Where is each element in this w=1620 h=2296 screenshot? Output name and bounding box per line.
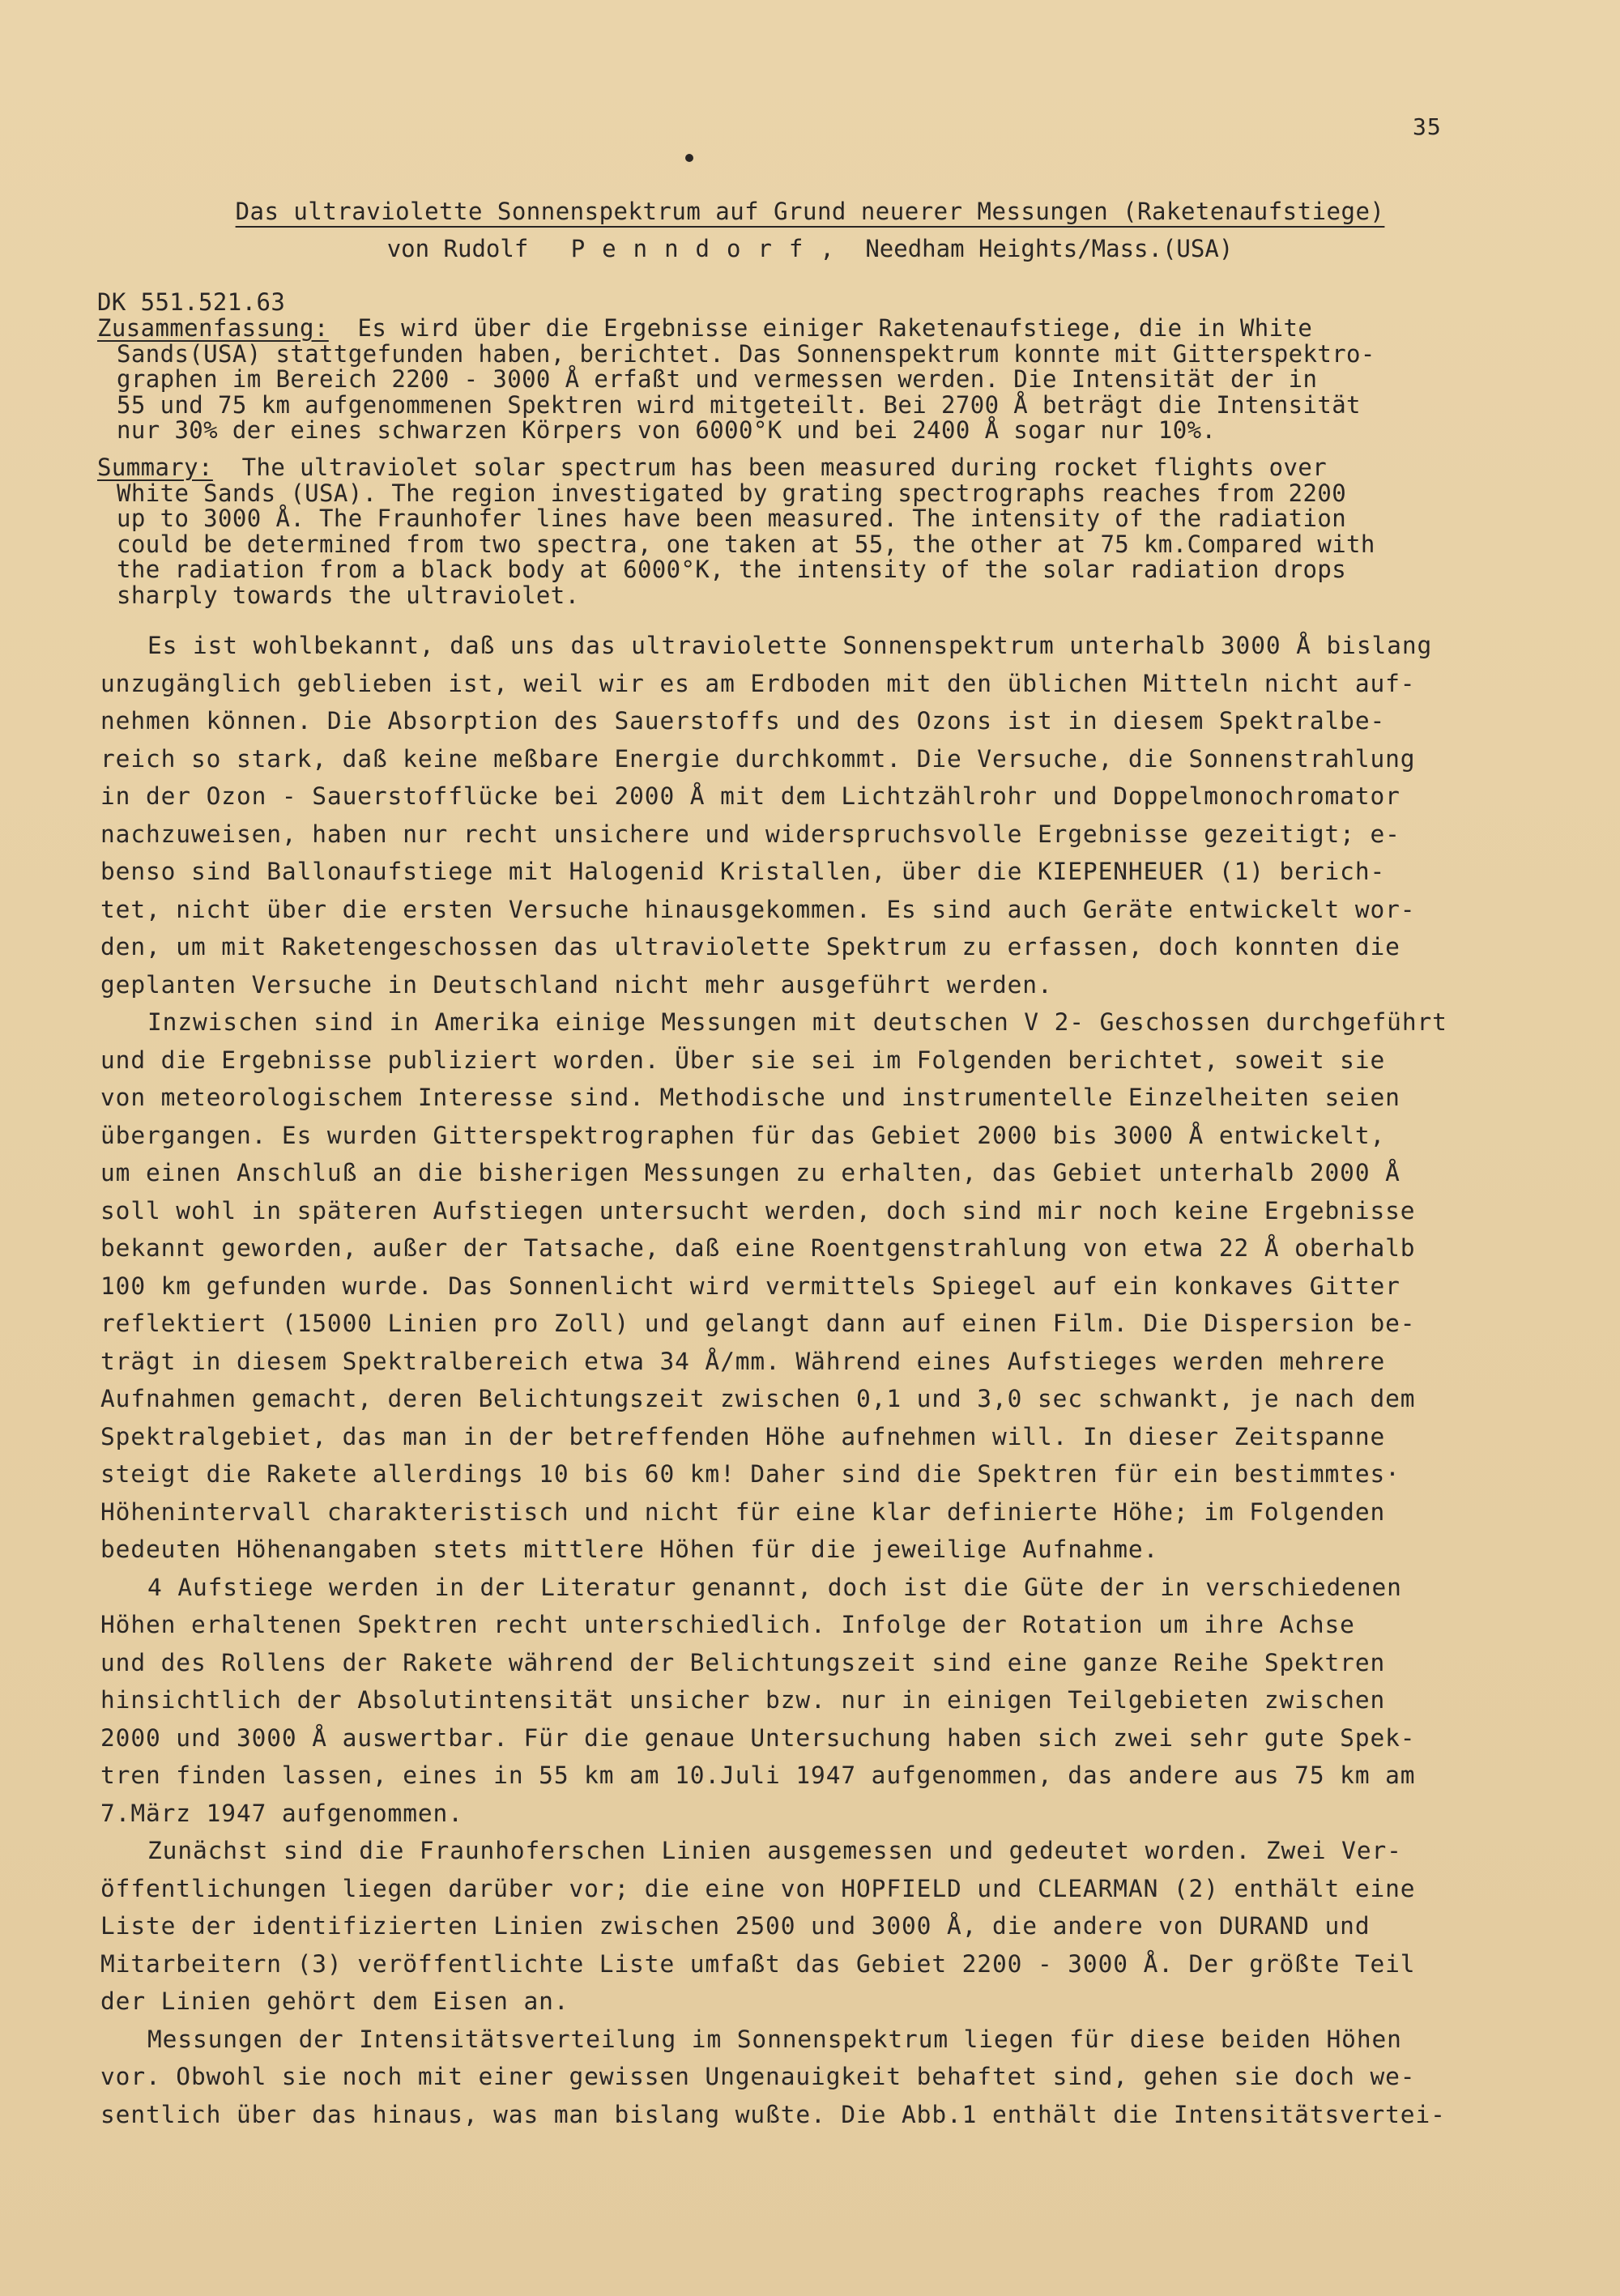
body-paragraph (100, 1569, 1477, 1833)
english-summary-line: sharply towards the ultraviolet. (117, 581, 580, 609)
author-name: Penndorf, (570, 235, 851, 262)
article-body (100, 627, 1477, 2133)
english-summary-line: up to 3000 Å. The Fraunhofer lines have been measured. The intensity of the radiation (117, 505, 1347, 532)
german-abstract (97, 316, 1474, 444)
body-line: reflektiert (15000 Linien pro Zoll) und gelangt dann auf einen Film. Die Dispersion be- (100, 1310, 1416, 1337)
byline-prefix: von Rudolf (386, 235, 529, 262)
body-line: 4 Aufstiege werden in der Literatur genannt, doch ist die Güte der in verschiedenen (147, 1573, 1402, 1601)
english-summary-line: could be determined from two spectra, one taken at 55, the other at 75 km.Compared with (117, 530, 1375, 558)
german-abstract-line: Es wird über die Ergebnisse einiger Raketenaufstiege, die in White (357, 314, 1313, 342)
body-line: benso sind Ballonaufstiege mit Halogenid Kristallen, über die KIEPENHEUER (1) berich- (100, 858, 1386, 885)
body-line: bekannt geworden, außer der Tatsache, daß eine Roentgenstrahlung von etwa 22 Å oberhalb (100, 1234, 1416, 1262)
classification-code: DK 551.521.63 (97, 288, 286, 316)
body-line: übergangen. Es wurden Gitterspektrographen für das Gebiet 2000 bis 3000 Å entwickelt, (100, 1121, 1386, 1149)
body-paragraph (100, 1003, 1477, 1569)
body-line: bedeuten Höhenangaben stets mittlere Höhen für die jeweilige Aufnahme. (100, 1536, 1159, 1563)
body-line: geplanten Versuche in Deutschland nicht mehr ausgeführt werden. (100, 970, 1053, 999)
body-line: und die Ergebnisse publiziert worden. Über sie sei im Folgenden berichtet, soweit sie (100, 1046, 1386, 1074)
body-line: 100 km gefunden wurde. Das Sonnenlicht wird vermittels Spiegel auf ein konkaves Gitter (100, 1272, 1400, 1300)
german-abstract-line: Sands(USA) stattgefunden haben, berichtet. Das Sonnenspektrum konnte mit Gitterspektro- (117, 339, 1375, 368)
body-line: um einen Anschluß an die bisherigen Messungen zu erhalten, das Gebiet unterhalb 2000 Å (100, 1159, 1400, 1186)
german-abstract-line: 55 und 75 km aufgenommenen Spektren wird mitgeteilt. Bei 2700 Å beträgt die Intensität (117, 390, 1361, 419)
body-line: sentlich über das hinaus, was man bislang wußte. Die Abb.1 enthält die Intensitätsvertei- (100, 2100, 1446, 2128)
body-line: Höhenintervall charakteristisch und nicht für eine klar definierte Höhe; im Folgenden (100, 1497, 1386, 1526)
article-title (0, 198, 1620, 225)
body-line: Inzwischen sind in Amerika einige Messungen mit deutschen V 2- Geschossen durchgeführt (147, 1008, 1447, 1036)
english-summary-label: Summary: (97, 454, 213, 481)
german-abstract-line: nur 30% der eines schwarzen Körpers von 6000°K und bei 2400 Å sogar nur 10%. (117, 416, 1217, 444)
body-line: unzugänglich geblieben ist, weil wir es am Erdboden mit den üblichen Mitteln nicht auf- (100, 669, 1416, 697)
author-affiliation: Needham Heights/Mass.(USA) (865, 235, 1234, 262)
body-line: Höhen erhaltenen Spektren recht unterschiedlich. Infolge der Rotation um ihre Achse (100, 1611, 1355, 1638)
body-line: trägt in diesem Spektralbereich etwa 34 Å/mm. Während eines Aufstieges werden mehrere (100, 1347, 1386, 1375)
body-paragraph (100, 627, 1477, 1003)
body-line: Liste der identifizierten Linien zwischen 2500 und 3000 Å, die andere von DURAND und (100, 1912, 1371, 1940)
body-line: tren finden lassen, eines in 55 km am 10.Juli 1947 aufgenommen, das andere aus 75 km am (100, 1761, 1416, 1789)
body-line: Zunächst sind die Fraunhoferschen Linien ausgemessen und gedeutet worden. Zwei Ver- (147, 1837, 1402, 1864)
body-line: Aufnahmen gemacht, deren Belichtungszeit zwischen 0,1 und 3,0 sec schwankt, je nach dem (100, 1385, 1416, 1412)
body-line: 7.März 1947 aufgenommen. (100, 1799, 463, 1827)
body-line: 2000 und 3000 Å auswertbar. Für die genaue Untersuchung haben sich zwei sehr gute Spek- (100, 1723, 1416, 1752)
body-line: Mitarbeitern (3) veröffentlichte Liste umfaßt das Gebiet 2200 - 3000 Å. Der größte Teil (100, 1949, 1416, 1978)
body-line: von meteorologischem Interesse sind. Methodische und instrumentelle Einzelheiten seien (100, 1084, 1400, 1111)
english-summary-line: White Sands (USA). The region investigated by grating spectrographs reaches from 2200 (117, 479, 1347, 507)
body-line: öffentlichungen liegen darüber vor; die eine von HOPFIELD und CLEARMAN (2) enthält eine (100, 1874, 1416, 1902)
body-line: nachzuweisen, haben nur recht unsichere und widerspruchsvolle Ergebnisse gezeitigt; e- (100, 820, 1400, 848)
article-title-text: Das ultraviolette Sonnenspektrum auf Grund neuerer Messungen (Raketenaufstiege) (235, 198, 1385, 225)
body-line: und des Rollens der Rakete während der Belichtungszeit sind eine ganze Reihe Spektren (100, 1648, 1386, 1676)
body-line: in der Ozon - Sauerstofflücke bei 2000 Å mit dem Lichtzählrohr und Doppelmonochromator (100, 782, 1400, 810)
body-line: Spektralgebiet, das man in der betreffenden Höhe aufnehmen will. In dieser Zeitspanne (100, 1422, 1386, 1450)
body-line: Es ist wohlbekannt, daß uns das ultraviolette Sonnenspektrum unterhalb 3000 Å bislang (147, 632, 1433, 659)
ink-dot (685, 154, 693, 162)
body-line: Messungen der Intensitätsverteilung im Sonnenspektrum liegen für diese beiden Höhen (147, 2025, 1402, 2053)
body-line: vor. Obwohl sie noch mit einer gewissen Ungenauigkeit behaftet sind, gehen sie doch we- (100, 2063, 1416, 2090)
english-summary-line: the radiation from a black body at 6000°K, the intensity of the solar radiation drops (117, 556, 1347, 583)
body-paragraph (100, 1832, 1477, 2021)
body-line: soll wohl in späteren Aufstiegen untersucht werden, doch sind mir noch keine Ergebnisse (100, 1196, 1416, 1225)
body-paragraph (100, 2021, 1477, 2134)
body-line: tet, nicht über die ersten Versuche hinausgekommen. Es sind auch Geräte entwickelt wor- (100, 895, 1416, 923)
body-line: den, um mit Raketengeschossen das ultraviolette Spektrum zu erfassen, doch konnten die (100, 933, 1400, 961)
body-line: steigt die Rakete allerdings 10 bis 60 km! Daher sind die Spektren für ein bestimmtes· (100, 1460, 1400, 1488)
body-line: reich so stark, daß keine meßbare Energie durchkommt. Die Versuche, die Sonnenstrahlung (100, 744, 1416, 773)
body-line: der Linien gehört dem Eisen an. (100, 1987, 569, 2015)
body-line: nehmen können. Die Absorption des Sauerstoffs und des Ozons ist in diesem Spektralbe- (100, 707, 1386, 735)
english-summary (97, 455, 1474, 608)
author-byline (0, 235, 1620, 262)
english-summary-line: The ultraviolet solar spectrum has been measured during rocket flights over (241, 454, 1328, 481)
german-abstract-line: graphen im Bereich 2200 - 3000 Å erfaßt und vermessen werden. Die Intensität der in (117, 365, 1318, 393)
body-line: hinsichtlich der Absolutintensität unsicher bzw. nur in einigen Teilgebieten zwischen (100, 1686, 1386, 1714)
german-abstract-label: Zusammenfassung: (97, 314, 329, 342)
page-number: 35 (1413, 113, 1442, 140)
